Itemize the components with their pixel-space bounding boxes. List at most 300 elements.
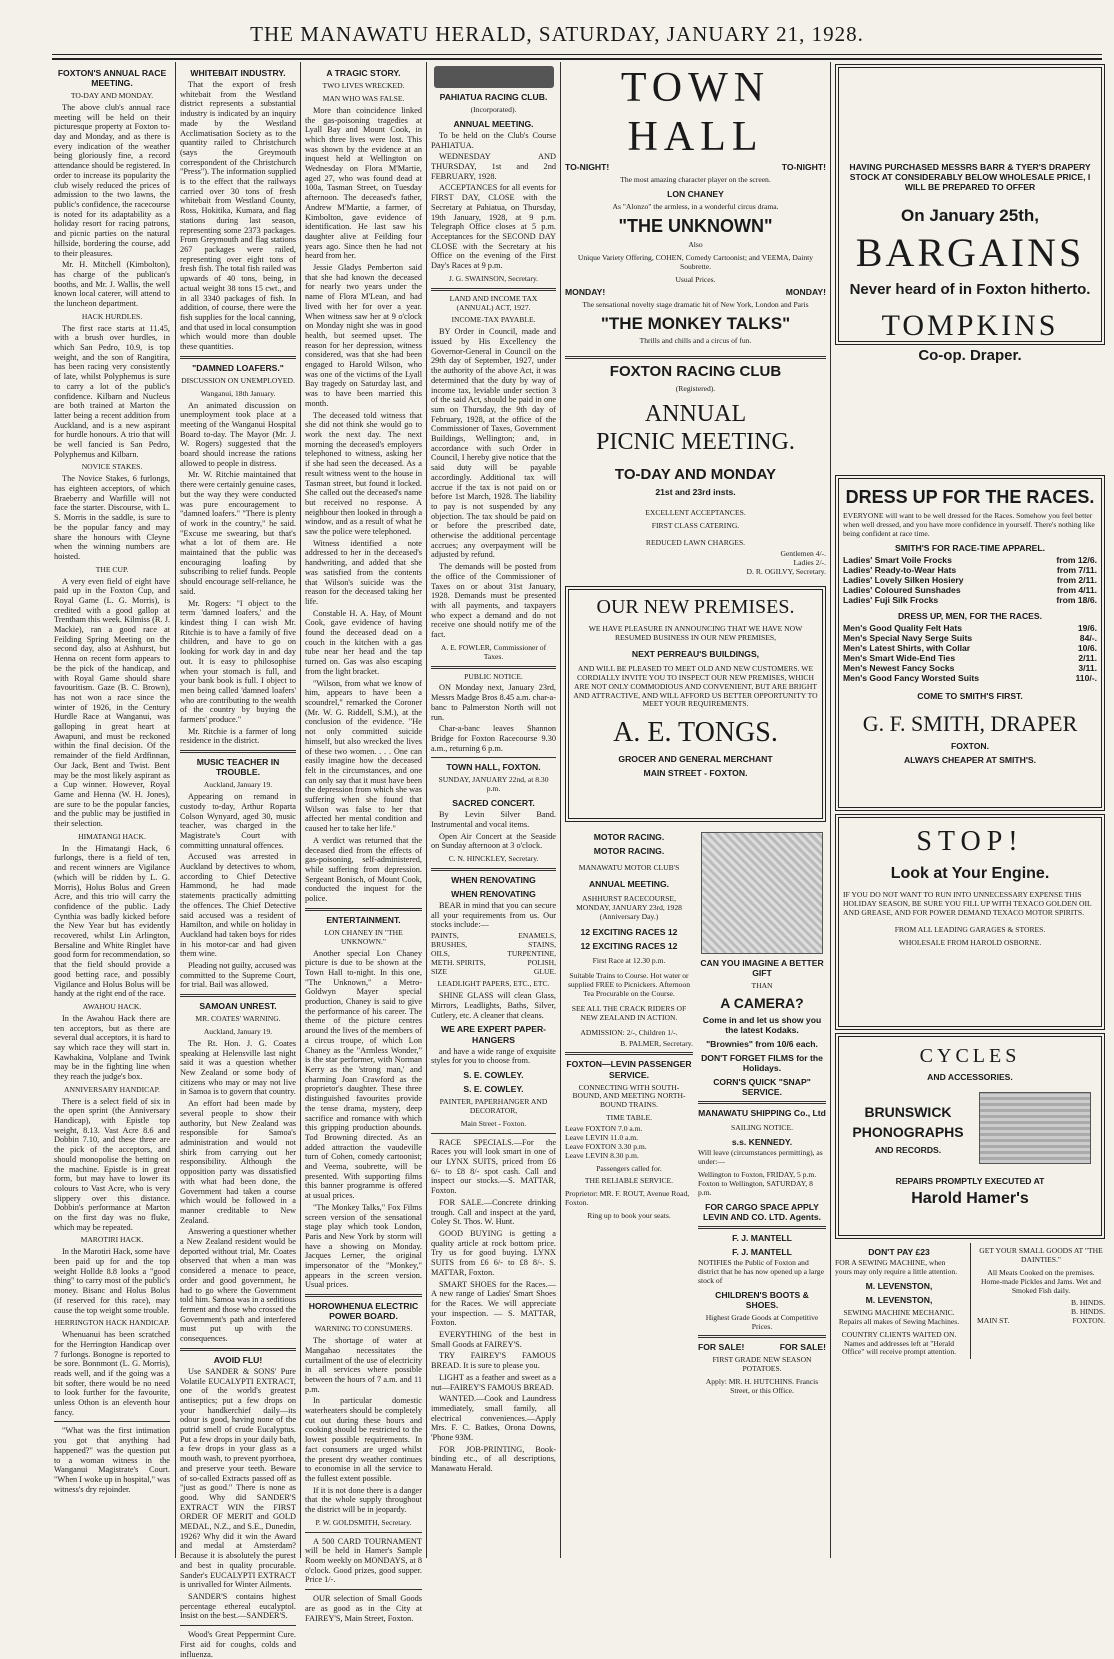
ad-text: MONDAY! xyxy=(565,286,606,297)
ad-title: FOXTON—LEVIN PASSENGER SERVICE. xyxy=(566,1059,692,1080)
ad-text: Look at Your Engine. xyxy=(890,864,1050,882)
ad-text: 12 EXCITING RACES 12 xyxy=(580,927,678,938)
column-news-3 xyxy=(305,64,422,1623)
ad-text: FOR CARGO SPACE APPLY LEVIN AND CO. LTD. Agents. xyxy=(702,1201,822,1222)
article-subtitle: TO-DAY AND MONDAY. xyxy=(70,91,154,101)
notice-subtitle: (Incorporated). xyxy=(470,105,517,115)
advertiser-name: B. HINDS. xyxy=(1071,1298,1105,1308)
ad-text: SAILING NOTICE. xyxy=(730,1123,793,1133)
notice-title: WE ARE EXPERT PAPER-HANGERS xyxy=(440,1024,547,1045)
price-value: from 2/11. xyxy=(1056,574,1097,585)
price-value: 3/11. xyxy=(1078,663,1097,674)
right-ads xyxy=(698,828,826,1398)
ad-headline: CYCLES xyxy=(919,1045,1021,1067)
article-title: FOXTON'S ANNUAL RACE MEETING. xyxy=(57,68,167,89)
ad-text: WE HAVE PLEASURE IN ANNOUNCING THAT WE HAVE NOW RESUMED BUSINESS IN OUR NEW PREMISES, xyxy=(588,624,803,642)
ad-text: Proprietor: MR. F. ROUT, Avenue Road, Foxton. xyxy=(565,1189,690,1208)
ad-text: (Registered). xyxy=(675,383,716,393)
ad-text: FIRST GRADE NEW SEASON POTATOES. xyxy=(712,1355,812,1374)
timetable-row: Leave FOXTON 3.30 p.m. xyxy=(565,1141,647,1151)
stock-item: BRUSHES, xyxy=(431,939,468,949)
stock-item: TURPENTINE, xyxy=(507,948,556,958)
ad-text: THAN xyxy=(751,980,773,990)
price-item: Men's Latest Shirts, with Collar xyxy=(843,643,971,654)
paragraph: That the export of fresh whitebait from the Westland district represents a substantial industry is indicated by an inquiry made by the Westland Acclimatisation Society as to the quantity railed to Christchurch (says the Greymouth correspondent of the Christchurch "Press"). The information supplied is to the effect that the railways carried over 30 tons of fresh whitebait from Westland County, Ross, Hokitika, Kumara, and flag stations during last season, representing some 2373 packages. From Greymouth and flag stations 267 packages were railed, representing over eight tons of fresh fish. The total fish railed was upwards of 40 tons, being, in actual weight 38 tons 15 cwt., and in all 3340 packages of fish. In addition, of course, there were the fish supplies for the local canning, and that used in local consumption which would more than double these quantities. xyxy=(180,80,296,352)
ad-text: CONNECTING WITH SOUTH-BOUND, AND MEETING NORTH-BOUND TRAINS. xyxy=(572,1082,686,1110)
price-row xyxy=(843,653,1097,663)
paragraph: Jessie Gladys Pemberton said that she had known the deceased for nearly two years under the name of Flora M'Lean, and had lived with her for over a year. When witness saw her at 9 o'clock on Monday night she was in good health, but seemed upset. The reason for her depression, witness considered, was that she had been engaged to Harold Wilson, who was one of the victims of the Lyall Bay tragedy on Saturday last, and was to have been married this month. xyxy=(305,263,422,408)
ad-text: MONDAY! xyxy=(785,286,826,297)
paragraph: Open Air Concert at the Seaside on Sunday afternoon at 3 o'clock. xyxy=(431,831,556,851)
notice-subtitle: INCOME-TAX PAYABLE. xyxy=(451,315,536,325)
film-title: "THE UNKNOWN" xyxy=(618,216,773,237)
section-heading: NOVICE STAKES. xyxy=(81,462,143,472)
dateline: Auckland, January 19. xyxy=(203,780,273,790)
ad-text: CORN'S QUICK "SNAP" SERVICE. xyxy=(713,1077,811,1098)
ad-text: SEE ALL THE CRACK RIDERS OF NEW ZEALAND IN ACTION. xyxy=(571,1003,687,1022)
paragraph: Mr. H. Mitchell (Kimbolton), has charge of the publican's booths, and Mr. J. Wallis, the well known local caterer, will attend to the luncheon department. xyxy=(54,260,170,309)
classified-ad: EVERYTHING of the best in Small Goods at FAIREY'S. xyxy=(431,1330,556,1349)
price-value: from 4/11. xyxy=(1056,584,1097,595)
ad-text: FOR SALE! xyxy=(698,1342,745,1353)
for-sale-ad xyxy=(698,1342,826,1396)
classified-ad: GOOD BUYING is getting a quality article at rock bottom price. Try us for good buying. LYNX SUITS from £6 6/- to £8 8/-. S. MATTAR, Foxton. xyxy=(431,1229,556,1277)
ad-text: WHOLESALE FROM HAROLD OSBORNE. xyxy=(898,937,1042,947)
ad-text: REPAIRS PROMPTLY EXECUTED AT xyxy=(895,1176,1045,1187)
paragraph: ACCEPTANCES for all events for FIRST DAY, CLOSE with the Secretary at Pahiatua, on Thursday, 19th January, 1928, at 9 p.m. Telegraph Office closes at 5 p.m. Acceptances for the SECOND DAY CLOSE with the Secretary at his Office on the evening of the First Day's Races at 9 p.m. xyxy=(431,183,556,271)
paragraph: Mr. Ritchie is a farmer of long residence in the district. xyxy=(180,726,296,746)
horse-racing-logo xyxy=(434,66,554,88)
ad-text: Never heard of in Foxton hitherto. xyxy=(849,280,1091,298)
phonograph-row xyxy=(843,1088,1097,1168)
paragraph: The Novice Stakes, 6 furlongs, has eighteen acceptors, of which Braeberry and Warfille will not face the starter. Discourse, with L. S. Morris in the saddle, is sure to be the popular fancy and may share the honours with Cleyne when the winning numbers are hoisted. xyxy=(54,474,170,561)
divider xyxy=(431,757,556,758)
price-row xyxy=(843,585,1097,595)
divider xyxy=(431,288,556,291)
stock-list xyxy=(431,932,556,976)
ad-title: DON'T PAY £23 xyxy=(868,1247,930,1257)
ad-text: FROM ALL LEADING GARAGES & STORES. xyxy=(894,925,1046,935)
stock-item: OILS, xyxy=(431,948,450,958)
ad-headline: PHONOGRAPHS xyxy=(852,1124,964,1141)
ad-text: Ladies 2/-. xyxy=(793,557,826,567)
paragraph: To be held on the Club's Course PAHIATUA. xyxy=(431,130,556,150)
ad-title: MOTOR RACING. xyxy=(593,845,665,856)
paragraph: An effort had been made by several people to show their authority, but New Zealand was responsible for Samoa's administration and would not shirk from carrying out her responsibility. Although the opposition party was dissatisfied with what had been done, the Government had taken a course which would be followed in a manner creditable to New Zealand. xyxy=(180,1099,296,1225)
ad-text: EVERYONE will want to be well dressed for the Races. Somehow you feel better when well dressed, and you have more confidence in yourself. There's nothing like being confident at race time. xyxy=(843,511,1095,538)
price-row xyxy=(843,673,1097,683)
ad-text: Thrills and chills and a circus of fun. xyxy=(639,336,752,346)
divider xyxy=(698,1335,826,1338)
ad-text: On January 25th, xyxy=(901,206,1039,226)
column-ads-middle xyxy=(565,64,826,1556)
paragraph: By Levin Silver Band. Instrumental and vocal items. xyxy=(431,810,556,829)
price-row xyxy=(843,595,1097,605)
ad-title: DRESS UP FOR THE RACES. xyxy=(845,487,1095,507)
stock-item: GLUE. xyxy=(533,966,556,976)
price-value: 84/-. xyxy=(1079,633,1097,644)
notice-title: PAHIATUA RACING CLUB. xyxy=(439,92,548,102)
ad-text: ALWAYS CHEAPER AT SMITH'S. xyxy=(903,755,1037,766)
notice-text: SUNDAY, JANUARY 22nd, at 8.30 p.m. xyxy=(438,775,549,794)
paragraph: Constable H. A. Hay, of Mount Cook, gave evidence of having found the deceased dead on a couch in the kitchen with a gas tube near her head and the tap turned on. Gas was also escaping from the light bracket. xyxy=(305,608,422,676)
section-heading: HERRINGTON HACK HANDICAP. xyxy=(54,1318,170,1328)
price-row xyxy=(843,633,1097,643)
ad-text: COME TO SMITH'S FIRST. xyxy=(917,691,1023,702)
paragraph: In particular domestic waterheaters should be completely cut out during these hours and cooking should be restricted to the lowest possible requirements. In fact consumers are urged whilst the present dry weather continues to economise in all the service to the fullest extent possible. xyxy=(305,1396,422,1483)
ad-headline: STOP! xyxy=(916,826,1024,857)
article-title: SAMOAN UNREST. xyxy=(199,1001,277,1012)
article-title: "DAMNED LOAFERS." xyxy=(192,362,284,373)
ad-text: REDUCED LAWN CHARGES. xyxy=(645,538,746,548)
column-notices xyxy=(431,64,556,1556)
paragraph: BEAR in mind that you can secure all your requirements from us. Our stocks include:— xyxy=(431,900,556,930)
sewing-machine-ad xyxy=(835,1243,963,1359)
price-item: Men's Smart Wide-End Ties xyxy=(843,653,956,664)
price-row xyxy=(843,643,1097,653)
ad-title: MOTOR RACING. xyxy=(593,831,665,842)
section-heading: THE CUP. xyxy=(95,564,129,574)
ad-text: TIME TABLE. xyxy=(605,1113,653,1123)
paragraph: Use SANDER & SONS' Pure Volatile EUCALYPTI EXTRACT, one of the world's greatest antiseptics; put a few drops on your handkerchief daily—its odour is good, having none of the putrid smell of crude Eucalyptus. Put a few drops in your daily bath, a few drops in your glass as a mouth wash, to prevent pyorrhoea, and preserve your teeth. Beware of so-called Extracts passed off as "just as good." There is none as good. Why did SANDER'S EXTRACT WIN the FIRST ORDER OF MERIT and GOLD MEDAL, N.Z., and S.E., Dunedin, 1926? Why did it win the Award and medal at Amsterdam? Because it is absolutely the purest and best in quality procurable. Sander's EUCALYPTI EXTRACT is unrivalled for Winter Ailments. xyxy=(180,1366,296,1590)
notice-title: WHEN RENOVATING xyxy=(451,888,536,899)
ad-headline: A CAMERA? xyxy=(720,994,804,1011)
masthead-rule-2 xyxy=(52,58,1102,60)
article-title: A TRAGIC STORY. xyxy=(326,68,401,78)
ad-text: SMITH'S FOR RACE-TIME APPAREL. xyxy=(894,542,1046,553)
ad-text: ANNUAL MEETING. xyxy=(588,878,670,889)
ad-text: FOR SALE! xyxy=(779,1342,826,1353)
price-item: Men's Newest Fancy Socks xyxy=(843,663,955,674)
ad-text: First Race at 12.30 p.m. xyxy=(592,956,666,966)
advertiser-name: TOMPKINS xyxy=(881,309,1059,343)
divider xyxy=(565,356,826,359)
paragraph: Pleading not guilty, accused was committed to the Supreme Court, for trial. Bail was allowed. xyxy=(180,961,296,990)
ad-title: GET YOUR SMALL GOODS AT "THE DAINTIES." xyxy=(979,1246,1103,1264)
stock-item: POLISH, xyxy=(527,957,556,967)
classified-ad: RACE SPECIALS.—For the Races you will look smart in one of our LYNX SUITS, priced from £6 6/- to £8 8/- spot cash. Call and inspect our stocks.—S. MATTAR, Foxton. xyxy=(431,1137,556,1196)
ad-text: Passengers called for. xyxy=(596,1163,662,1173)
column-rule xyxy=(830,62,831,1558)
ad-text: NEXT PERREAU'S BUILDINGS, xyxy=(631,648,760,659)
article-subtitle: MAN WHO WAS FALSE. xyxy=(322,93,405,103)
paragraph: Mr. Rogers: "I object to the term 'damned loafers,' and the kindest thing I can wish Mr. Ritchie is to have a family of five children, and have to go on looking for work day in and day out. It is easy to philosophise when your stomach is full, and your bank book is full. I object to men being called 'damned loafers' who are contributing to the wealth of the country by buying the farmers' produce." xyxy=(180,598,296,725)
paragraph: More than coincidence linked the gas-poisoning tragedies at Lyall Bay and Mount Cook, in which three lives were lost. This was shown by the evidence at an inquest held at Wellington on Wednesday on Flora M'Martie, aged 27, who was found dead at 100a, Tasman Street, on Tuesday afternoon. The deceased's father, Andrew M'Martie, a farmer, of Kimbolton, gave evidence of identification. He last saw his daughter alive at Feilding four years ago. Since then he had not heard from her. xyxy=(305,105,422,261)
paragraph: Answering a questioner whether a New Zealand resident would be deported without trial, Mr. Coates observed that when a man was considered a menace to peace, order and good government, he had to go where the Government told him. Samoa was in a seditious ferment and those who crossed the Government's path and interfered must put up with the consequences. xyxy=(180,1227,296,1344)
signature: B. PALMER, Secretary. xyxy=(620,1038,693,1048)
timetable-row: Leave FOXTON 7.0 a.m. xyxy=(565,1124,643,1134)
divider xyxy=(698,1226,826,1229)
price-value: 110/-. xyxy=(1075,673,1097,684)
article-subtitle: LON CHANEY IN "THE UNKNOWN." xyxy=(324,927,403,946)
article-subtitle: TWO LIVES WRECKED. xyxy=(322,81,405,91)
ad-text: Co-op. Draper. xyxy=(918,347,1022,365)
ad-text: FIRST CLASS CATERING. xyxy=(651,521,740,531)
advertiser-name: Harold Hamer's xyxy=(911,1190,1029,1208)
ad-title: TOWN HALL xyxy=(620,65,771,161)
paragraph: A 500 CARD TOURNAMENT will be held in Hamer's Sample Room weekly on MONDAYS, at 8 o'clock. Good prizes, good supper. Price 1/-. xyxy=(305,1536,422,1585)
dateline: Auckland, January 19. xyxy=(203,1027,273,1037)
ad-title: OUR NEW PREMISES. xyxy=(596,595,795,618)
town-hall-ad xyxy=(565,64,826,352)
advertiser-name: F. J. MANTELL xyxy=(732,1232,792,1243)
ad-text: 12 EXCITING RACES 12 xyxy=(580,941,678,952)
price-value: 19/6. xyxy=(1077,623,1097,633)
classified-ad: FOR SALE.—Concrete drinking trough. Call and inspect at the yard, Coley St. Thos. W. Hunt. xyxy=(431,1197,556,1227)
price-item: Men's Good Fancy Worsted Suits xyxy=(843,673,980,684)
timetable-row: Leave LEVIN 8.30 p.m. xyxy=(565,1150,639,1160)
notice-title: WHEN RENOVATING xyxy=(451,874,536,885)
paragraph: In the Awahou Hack there are ten acceptors, but as there are several dual acceptors, it is hard to say which race they will start in. Kawhakina, Volplane and Twink may be in the fighting line when they reach the judge's box. xyxy=(54,1013,170,1082)
divider xyxy=(698,1101,826,1104)
article-title: WHITEBAIT INDUSTRY. xyxy=(190,68,286,78)
ad-text: Gentlemen 4/-. xyxy=(780,549,826,559)
ad-text: ASHHURST RACECOURSE, MONDAY, JANUARY 23rd, 1928 (Anniversary Day.) xyxy=(576,893,682,921)
camera-ad xyxy=(698,832,826,1098)
camera-illustration xyxy=(701,832,823,954)
price-item: Ladies' Ready-to-Wear Hats xyxy=(843,564,957,575)
paragraph: Another special Lon Chaney picture is due to be shown at the Town Hall to-night. In this one, "The Unknown," a Metro-Goldwyn Mayer special production, Chaney is said to give the performance of his career. The theme of the picture centres around the lives of the members of a circus troupe, of which Lon Chaney as the "Armless Wonder," is the star performer, with Norman Kerry as the 'strong man,' and charming Joan Crawford as the proprietor's daughter. These three distinguished favourites provide the tense drama, mystery, deep sacrifice and romance with which this gripping production abounds. Tod Browning directed. As an added attraction the vaudeville turn of Cohen, comedy cartoonist; and Veema, soubrette, will be presented. With supporting films this banner programme is offered at usual prices. xyxy=(305,948,422,1201)
divider xyxy=(305,1589,422,1590)
paragraph: Whenuanui has been scratched for the Herrington Handicap over 7 furlongs. Bonogne is reported to be sore. Bonnmont (L. G. Morris), reads well, and if the going was a bit softer, there would be no need to look further for the favourite, unless Othon is an eleventh hour fancy. xyxy=(54,1330,170,1417)
bottom-ads-row xyxy=(835,1243,1105,1359)
paragraph: BY Order in Council, made and issued by His Excellency the Governor-General in Council on the 29th day of September, 1927, under the authority of the above Act, it was determined that the duty by way of income tax, leviable under section 3 of the said Act, should be paid in one sum on Thursday, the 9th day of February, 1928, at the office of the Commissioner of Taxes, Government Buildings, Wellington; and, in accordance with such Order in Council, I hereby give notice that the said duty will be payable accordingly. Additional tax will accrue if the tax is not paid on or before 1st March, 1928. The liability to pay is not suspended by any objection. The tax should be paid on or before the prescribed date, otherwise the additional percentage accrues; any overpayment will be adjusted by refund. xyxy=(431,327,556,560)
paragraph: "What was the first intimation you got that anything had happened?" was the question put to a woman witness in the Wanganui Magistrate's Court. "When I woke up in hospital," was witness's dry rejoinder. xyxy=(54,1426,170,1494)
price-value: 2/11. xyxy=(1078,653,1097,664)
bargains-ad xyxy=(835,64,1105,365)
divider xyxy=(180,750,296,753)
price-value: from 18/6. xyxy=(1056,594,1097,605)
ad-headline: BARGAINS xyxy=(855,230,1085,276)
paragraph: The demands will be posted from the office of the Commissioner of Taxes on or about 31st January, 1928. Demands must be presented with all payments, and taxpayers who expect a demand and do not receive one should notify me of the fact. xyxy=(431,562,556,640)
price-value: from 12/6. xyxy=(1056,554,1097,565)
ad-text: Unique Variety Offering, COHEN, Comedy Cartoonist; and VEEMA, Dainty Soubrette. xyxy=(577,253,814,271)
ad-text: Usual Prices. xyxy=(675,274,716,284)
divider xyxy=(305,908,422,911)
price-row xyxy=(843,555,1097,565)
shipping-ad xyxy=(698,1108,826,1221)
paragraph: In the Marotiri Hack, some have been paid up for and the top weight Hollde 8.8 looks a "good thing" to carry most of the public's money. Bisanc and Holus Bolus (if reserved for this race), may cause the top weight some trouble. xyxy=(54,1247,170,1315)
price-row xyxy=(843,623,1097,633)
divider xyxy=(305,1294,422,1297)
ad-text: 21st and 23rd insts. xyxy=(655,487,736,498)
new-premises-ad xyxy=(565,586,826,822)
stock-item: METH. SPIRITS, xyxy=(431,957,486,967)
ad-text: EXCELLENT ACCEPTANCES. xyxy=(645,508,746,518)
paragraph: There is a select field of six in the open sprint (the Anniversary Handicap), with Epistle top weight, 8.13. Vast Acre 8.6 and Dobbin 7.10, and these three are the pick of the acceptors, and should monopolise the betting on the machine. Epistle is in great form, but may have to lower its colours to Vast Acre, who is very slippery over this distance. Dobbin's performance at Marton on the first day was no fluke, which may be repeated. xyxy=(54,1096,170,1232)
paragraph: If it is not done there is a danger that the whole supply throughout the district will be in jeopardy. xyxy=(305,1485,422,1515)
dress-up-ad xyxy=(835,475,1105,811)
paragraph: "Wilson, from what we know of him, appears to have been a scoundrel," remarked the Coroner (Mr. W. G. Riddell, S.M.), at the conclusion of the evidence. "He not only committed suicide himself, but also wrecked the lives of these two women. . . . One can easily imagine how the deceased felt in the circumstances, and one can only say that it must have been the depression from which she was suffering when she found that Wilson was false to her that affected her mental condition and caused her to take her life." xyxy=(305,678,422,834)
price-item: Ladies' Coloured Sunshades xyxy=(843,584,961,595)
ad-text: MANAWATU MOTOR CLUB'S xyxy=(578,862,680,872)
classified-ad: TRY FAIREY'S FAMOUS BREAD. It is sure to please you. xyxy=(431,1351,556,1371)
article-title: HOROWHENUA ELECTRIC POWER BOARD. xyxy=(308,1301,419,1322)
paragraph: A verdict was returned that the deceased died from the effects of gas-poisoning, self-administered, while suffering from depression. Sergeant Bonisch, of Mount Cook, conducted the inquest for the police. xyxy=(305,835,422,904)
texaco-stop-ad xyxy=(835,814,1105,1030)
cycles-ad xyxy=(835,1033,1105,1239)
classified-ad: WANTED.—Cook and Laundress immediately, small family, all electrical conveniences.—Apply Mrs. F. C. Batkes, Orona Downs, 'Phone 93M. xyxy=(431,1394,556,1443)
notice-title: LAND AND INCOME TAX (ANNUAL) ACT, 1927. xyxy=(449,293,538,312)
ad-text: Will leave (circumstances permitting), as under:— xyxy=(698,1148,823,1167)
article-subtitle: MR. COATES' WARNING. xyxy=(195,1014,281,1024)
ad-text: COUNTRY CLIENTS WAITED ON. Names and addresses left at "Herald Office" will receive prompt attention. xyxy=(841,1329,957,1357)
ad-text: SEWING MACHINE MECHANIC. Repairs all makes of Sewing Machines. xyxy=(838,1307,960,1326)
column-news-2 xyxy=(180,64,296,1659)
advertiser-name: F. J. MANTELL xyxy=(732,1246,792,1257)
divider xyxy=(431,666,556,669)
price-row xyxy=(843,663,1097,673)
article-title: MUSIC TEACHER IN TROUBLE. xyxy=(196,757,280,778)
notice-title: TOWN HALL, FOXTON. xyxy=(446,762,541,773)
paragraph: "The Monkey Talks," Fox Films screen version of the sensational stage play which took London, Paris and New York by storm will have a showing on Monday. Jacques Lerner, the original impersonator of the "Monkey," appears in the screen version. Usual prices. xyxy=(305,1202,422,1290)
ad-text: Wellington to Foxton, FRIDAY, 5 p.m. xyxy=(698,1170,817,1180)
ad-text: CHILDREN'S BOOTS & SHOES. xyxy=(715,1289,809,1310)
paragraph: Wood's Great Peppermint Cure. First aid for coughs, colds and influenza. xyxy=(180,1630,296,1659)
phonograph-text xyxy=(843,1100,973,1157)
paragraph: WEDNESDAY AND THURSDAY, 1st and 2nd FEBRUARY, 1928. xyxy=(431,152,556,181)
ad-text: Suitable Trains to Course. Hot water or supplied FREE to Picnickers. Afternoon Tea Procurable on the Course. xyxy=(567,971,691,999)
ad-text: MAIN ST. xyxy=(977,1316,1010,1326)
ad-headline: PICNIC MEETING. xyxy=(596,428,795,455)
ad-text: All Meats Cooked on the premises. Home-made Pickles and Jams. Wet and Smoked Fish daily. xyxy=(981,1267,1101,1295)
price-row xyxy=(843,575,1097,585)
paragraph: The above club's annual race meeting will be held on their picturesque property at Foxton to-day and Monday, and as there is every indication of the weather being gloriously fine, a record attendance should be registered. In order to increase its popularity the club wisely reduced the prices of admission to the two lawns, the public's confidence, the racecourse is noted for its adaptability as a holiday resort for racing patrons, and picnic parties on the natural hillside, bordering the course, add to their pleasures. xyxy=(54,102,170,258)
signature: D. R. OGILVY, Secretary. xyxy=(746,566,826,576)
paragraph: The Rt. Hon. J. G. Coates speaking at Helensville last night said it was a question whether New Zealand or some body of citizens who may or may not live in Samoa is to govern that country. xyxy=(180,1038,296,1097)
advertiser-name: B. HINDS. xyxy=(1071,1307,1105,1317)
advertiser-name: M. LEVENSTON, xyxy=(865,1280,933,1291)
ad-text: As "Alonzo" the armless, in a wonderful circus drama. xyxy=(612,202,779,212)
ad-text: TO-DAY AND MONDAY xyxy=(614,465,777,483)
stock-item: ENAMELS, xyxy=(518,931,556,941)
signature: A. E. FOWLER, Commissioner of Taxes. xyxy=(440,642,547,661)
ad-text: CAN YOU IMAGINE A BETTER GIFT xyxy=(700,957,824,978)
price-item: Ladies' Smart Voile Frocks xyxy=(843,554,952,565)
paragraph: OUR selection of Small Goods are as good as in the City at FAIREY'S, Main Street, Foxton. xyxy=(305,1594,422,1623)
stock-item: SIZE xyxy=(431,966,448,976)
paragraph: Mr. W. Ritchie maintained that there were certainly genuine cases, but the way they were conducted was pure encouragement to "damned loafers." "There is plenty of work in the country," he said. "Excuse me swearing, but that's what a lot of them are. He maintained that the public was encouraging loafing by subscribing to relief funds. People should encourage self-reliance, he said. xyxy=(180,470,296,596)
ad-text: Also xyxy=(688,240,703,250)
paragraph: An animated discussion on unemployment took place at a meeting of the Wanganui Hospital Board to-day. The Mayor (Mr. J. W. Rogers) suggested that the board should increase the rations allowed to people in distress. xyxy=(180,400,296,468)
ad-text: THE RELIABLE SERVICE. xyxy=(584,1176,674,1186)
paragraph: Appearing on remand in custody to-day, Arthur Roparta Colson Wynyard, aged 30, music teacher, was charged in the Magistrate's Court with committing unnatural offences. xyxy=(180,792,296,850)
article-subtitle: WARNING TO CONSUMERS. xyxy=(314,1324,413,1334)
ad-text: FOR A SEWING MACHINE, when yours may only require a little attention. xyxy=(835,1258,958,1276)
ad-text: HAVING PURCHASED MESSRS BARR & TYER'S DRAPERY STOCK AT CONSIDERABLY BELOW WHOLESALE PRICE, I WILL BE PREPARED TO OFFER xyxy=(849,162,1091,193)
price-row xyxy=(843,565,1097,575)
column-rule xyxy=(300,62,301,1558)
ad-text: FOXTON. xyxy=(1072,1316,1105,1326)
column-ads-right xyxy=(835,64,1105,1556)
timetable-row: Leave LEVIN 11.0 a.m. xyxy=(565,1132,639,1142)
section-heading: ANNIVERSARY HANDICAP. xyxy=(64,1084,160,1094)
ad-text: DRESS UP, MEN, FOR THE RACES. xyxy=(897,610,1043,621)
divider xyxy=(970,1243,971,1359)
article-title: ENTERTAINMENT. xyxy=(326,914,401,925)
advertiser-name: S. E. COWLEY. xyxy=(463,1084,524,1094)
paragraph: The shortage of water at Mangahao necessitates the curtailment of the use of electricity in all services where possible between the hours of 7 a.m. and 11 p.m. xyxy=(305,1336,422,1394)
ad-text: AND RECORDS. xyxy=(874,1144,942,1155)
ad-headline: BRUNSWICK xyxy=(864,1104,952,1121)
advertiser-name: S. E. COWLEY. xyxy=(463,1069,524,1080)
paragraph: In the Himatangi Hack, 6 furlongs, there is a field of ten, and recent winners are Vigilance (which will be ridden by L. G. Morris), Holus Bolus and Green Acre, and this trio will carry the confidence of the public. Lady Cynthia was badly kicked before the New Year but has evidently recovered, whilst Lin Arlington, Bersaline and White Ringlet have good form for recommendation, so that the field should provide a good betting race, and possibly Vigilance and Holus Bolus will be handy at the right end of the race. xyxy=(54,843,170,999)
advertiser-name: A. E. TONGS. xyxy=(613,717,778,749)
stock-item: STAINS, xyxy=(528,939,556,949)
price-item: Ladies' Lovely Silken Hosiery xyxy=(843,574,964,585)
column-rule xyxy=(426,62,427,1558)
advertiser-name: M. LEVENSTON, xyxy=(865,1294,933,1305)
ad-text: Come in and let us show you the latest Kodaks. xyxy=(702,1015,822,1036)
paragraph: ON Monday next, January 23rd, Messrs Madge Bros 8.45 a.m. char-a-banc to Palmerston North will not run. xyxy=(431,683,556,722)
stock-item: LEADLIGHT PAPERS, ETC., ETC. xyxy=(437,979,550,989)
signature: P. W. GOLDSMITH, Secretary. xyxy=(315,1517,412,1527)
section-heading: AWAHOU HACK. xyxy=(82,1001,142,1011)
phonograph-illustration xyxy=(979,1092,1091,1164)
classified-ad: FOR JOB-PRINTING, Book-binding etc., of all descriptions, Manawatu Herald. xyxy=(431,1444,556,1474)
ad-title: FOXTON RACING CLUB xyxy=(609,363,782,381)
divider xyxy=(180,994,296,997)
signature: C. N. HINCKLEY, Secretary. xyxy=(448,854,539,864)
article-subtitle: DISCUSSION ON UNEMPLOYED. xyxy=(181,375,295,385)
paragraph: SHINE GLASS will clean Glass, Mirrors, Leadlights, Baths, Silver, Cutlery, etc. A cleaner that cleans. xyxy=(431,991,556,1020)
divider xyxy=(431,1133,556,1134)
classified-ad: SMART SHOES for the Races.—A new range of Ladies' Smart Shoes for the Races. We will appreciate your inspection. — S. MATTAR, Foxton. xyxy=(431,1279,556,1328)
lower-ads-row xyxy=(565,828,826,1398)
ad-text: Highest Grade Goods at Competitive Prices. xyxy=(705,1312,819,1331)
paragraph: and have a wide range of exquisite styles for you to choose from. xyxy=(431,1046,556,1066)
paragraph: The first race starts at 11.45, with a brush over hurdles, in which San Pedro, 10.9, is top weight, and the son of Rangitira, has been racing very consistently of late, whilst Polyphemus is sure to carry a lot of the public's confidence. Kilbarn and Nucleus are both trained at Marton the latter being a recent addition from Auckland, and is a new aspirant for hurdle honours. A trio that will be well fancied is San Pedro, Polyphemus and Kilbarn. xyxy=(54,323,170,459)
ad-text: TO-NIGHT! xyxy=(565,162,610,173)
divider xyxy=(565,1052,693,1055)
ad-text: NOTIFIES the Public of Foxton and district that he has now opened up a large stock of xyxy=(698,1257,824,1285)
divider xyxy=(180,1348,296,1351)
section-heading: MAROTIRI HACK. xyxy=(80,1235,144,1245)
ad-text: "Brownies" from 10/6 each. xyxy=(706,1039,818,1050)
dateline: Wanganui, 18th January. xyxy=(200,388,276,398)
notice-text: Main Street - Foxton. xyxy=(460,1118,527,1128)
paragraph: The deceased told witness that she did not think she would go to work the next day. The next morning the deceased's employers telephoned to witness, asking her if she had seen the deceased. As a result witness went to the house in Tasman street, but found it locked. She called out the deceased's name but received no response. A neighbour then looked in through a window, and as a result of what he saw the police were telephoned. xyxy=(305,410,422,537)
ad-text: ADMISSION: 2/-, Children 1/-. xyxy=(580,1027,678,1037)
divider xyxy=(180,356,296,359)
ad-text: TO-NIGHT! xyxy=(781,162,826,173)
column-rule xyxy=(175,62,176,1558)
price-item: Ladies' Fuji Silk Frocks xyxy=(843,594,939,605)
ad-text: Foxton to Wellington, SATURDAY, 8 p.m. xyxy=(698,1179,813,1197)
ad-text: LON CHANEY xyxy=(667,189,724,200)
column-rule xyxy=(560,62,561,1558)
notice-title: SACRED CONCERT. xyxy=(452,798,535,809)
ad-text: The sensational novelty stage dramatic hit of New York, London and Paris xyxy=(582,299,809,309)
ad-text: MAIN STREET - FOXTON. xyxy=(643,768,748,779)
ad-text: GROCER AND GENERAL MERCHANT xyxy=(618,754,773,765)
mantell-ad xyxy=(698,1233,826,1332)
ship-name: s.s. KENNEDY. xyxy=(731,1137,793,1148)
section-heading: HACK HURDLES. xyxy=(81,311,143,321)
classified-ad: LIGHT as a feather and sweet as a nut—FAIREY'S FAMOUS BREAD. xyxy=(431,1372,556,1392)
ad-headline: ANNUAL xyxy=(644,400,747,427)
paragraph: A very even field of eight have paid up in the Foxton Cup, and Royal Game (L. G. Morris), is credited with a good gallop at Trentham this week. Kilmiss (R. J. Mackie), ran a good race at Feilding Spring Meeting on the second day, also at Ashhurst, but Henna on recent form appears to be the pick of the handicap, and with Royal Game should share favouritism. Gaze (B. C. Brown), has not won a race since the winter of 1926, in the Century Hurdle Race at Wanganui, was galloping in great heart at Awapuni, and must be reckoned within the final decision. Of the remainder of the field Ardfinnan, Our Jack, Bent and Twist. Bent may be the most likely aspirant as a Cup winner. However, Royal Game and Henna (W. H. Jones), are sure to be the popular fancies, and the public may be justified in their selection. xyxy=(54,576,170,829)
notice-text: PAINTER, PAPERHANGER AND DECORATOR, xyxy=(439,1097,548,1115)
divider xyxy=(54,1421,170,1422)
price-item: Men's Good Quality Felt Hats xyxy=(843,623,963,633)
price-item: Men's Special Navy Serge Suits xyxy=(843,633,973,644)
ad-text: AND WILL BE PLEASED TO MEET OLD AND NEW CUSTOMERS. WE CORDIALLY INVITE YOU TO INSPECT OUR NEW PREMISES, WHICH ARE NOT ONLY COMMODIOUS AND CONVENIENT, BUT ARE BRIGHT AND ATTRACTIVE, AND WILL AFFORD US BETTER OPPORTUNITY TO MEET YOUR REQUIREMENTS. xyxy=(573,663,818,709)
divider xyxy=(305,1532,422,1533)
dainties-ad xyxy=(977,1243,1105,1359)
ad-text: Apply: MR. H. HUTCHINS. Francis Street, or this Office. xyxy=(705,1377,819,1396)
ad-text: IF YOU DO NOT WANT TO RUN INTO UNNECESSARY EXPENSE THIS HOLIDAY SEASON, BE SURE YOU FILL UP WITH TEXACO GOLDEN OIL AND GREASE, AND FOR POWER DEMAND TEXACO MOTOR SPIRITS. xyxy=(843,890,1092,918)
